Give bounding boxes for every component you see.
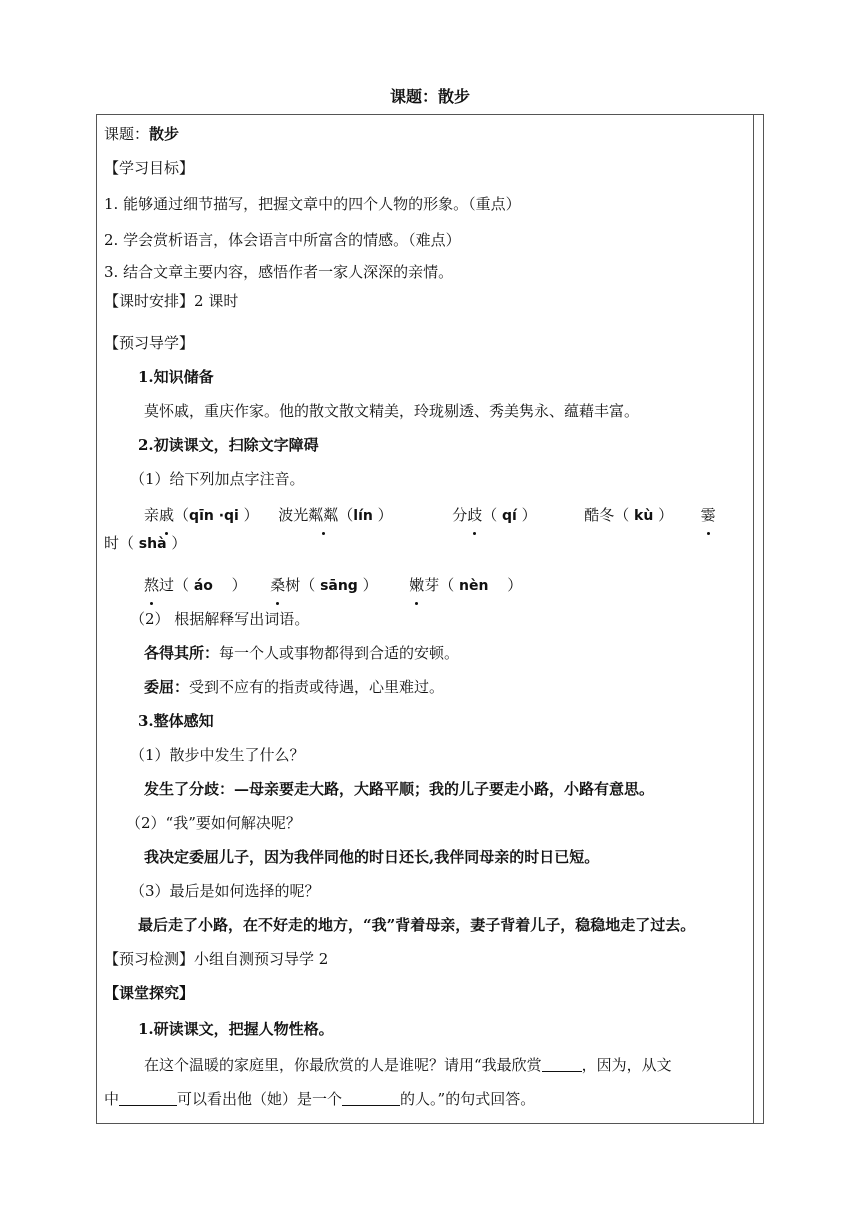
reading-q1: （1）给下列加点字注音。 bbox=[130, 470, 305, 488]
pinyin-row-2: 熬过（ áo ） 桑树（ sāng ） 嫩芽（ nèn ） bbox=[104, 568, 754, 602]
reading-q2: （2） 根据解释写出词语。 bbox=[130, 610, 310, 628]
check-line: 【预习检测】小组自测预习导学 2 bbox=[104, 950, 329, 968]
explore-prompt-1: 在这个温暖的家庭里，你最欣赏的人是谁呢？请用“我最欣赏 ，因为，从文 bbox=[144, 1056, 672, 1074]
schedule-line: 【课时安排】2 课时 bbox=[104, 292, 239, 310]
definition-1: 各得其所：每一个人或事物都得到合适的安顿。 bbox=[144, 644, 460, 662]
goal-item: 3. 结合文章主要内容，感悟作者一家人深深的亲情。 bbox=[104, 263, 454, 281]
goal-item: 1. 能够通过细节描写，把握文章中的四个人物的形象。（重点） bbox=[104, 195, 521, 213]
overview-a2: 我决定委屈儿子，因为我伴同他的时日还长,我伴同母亲的时日已短。 bbox=[144, 848, 600, 866]
goals-heading: 【学习目标】 bbox=[104, 159, 195, 177]
overview-a1: 发生了分歧：—母亲要走大路，大路平顺；我的儿子要走小路，小路有意思。 bbox=[144, 780, 655, 798]
pinyin-row-1-tail: 时（ shà ） bbox=[104, 534, 187, 552]
lesson-title: 课题：散步 bbox=[104, 125, 180, 143]
answer-blank[interactable] bbox=[119, 1089, 177, 1106]
explore-prompt-2: 中 可以看出他（她）是一个 的人。”的句式回答。 bbox=[104, 1090, 536, 1108]
goal-item: 2. 学会赏析语言，体会语言中所富含的情感。（难点） bbox=[104, 231, 461, 249]
preview-heading: 【预习导学】 bbox=[104, 334, 195, 352]
overview-q3: （3）最后是如何选择的呢？ bbox=[130, 882, 320, 900]
overview-title: 3.整体感知 bbox=[138, 712, 214, 730]
overview-q2: （2）“我”要如何解决呢？ bbox=[126, 814, 301, 832]
knowledge-text: 莫怀戚，重庆作家。他的散文散文精美，玲珑剔透、秀美隽永、蕴藉丰富。 bbox=[144, 402, 640, 420]
answer-blank[interactable] bbox=[342, 1089, 400, 1106]
answer-blank[interactable] bbox=[542, 1055, 582, 1072]
pinyin-row-1: 亲戚（qīn ·qi ） 波光粼粼（lín ） 分歧（ qí ） 酷冬（ kù ） 霎 bbox=[104, 498, 754, 530]
explore-heading: 【课堂探究】 bbox=[104, 984, 195, 1002]
knowledge-title: 1.知识储备 bbox=[138, 368, 214, 386]
explore-title: 1.研读课文，把握人物性格。 bbox=[138, 1020, 334, 1038]
overview-a3: 最后走了小路，在不好走的地方，“我”背着母亲，妻子背着儿子，稳稳地走了过去。 bbox=[138, 916, 696, 934]
lesson-content bbox=[104, 118, 754, 1116]
overview-q1: （1）散步中发生了什么？ bbox=[130, 746, 305, 764]
definition-2: 委屈：受到不应有的指责或待遇，心里难过。 bbox=[144, 678, 445, 696]
page-title: 课题：散步 bbox=[389, 87, 470, 106]
reading-title: 2.初读课文，扫除文字障碍 bbox=[138, 436, 319, 454]
